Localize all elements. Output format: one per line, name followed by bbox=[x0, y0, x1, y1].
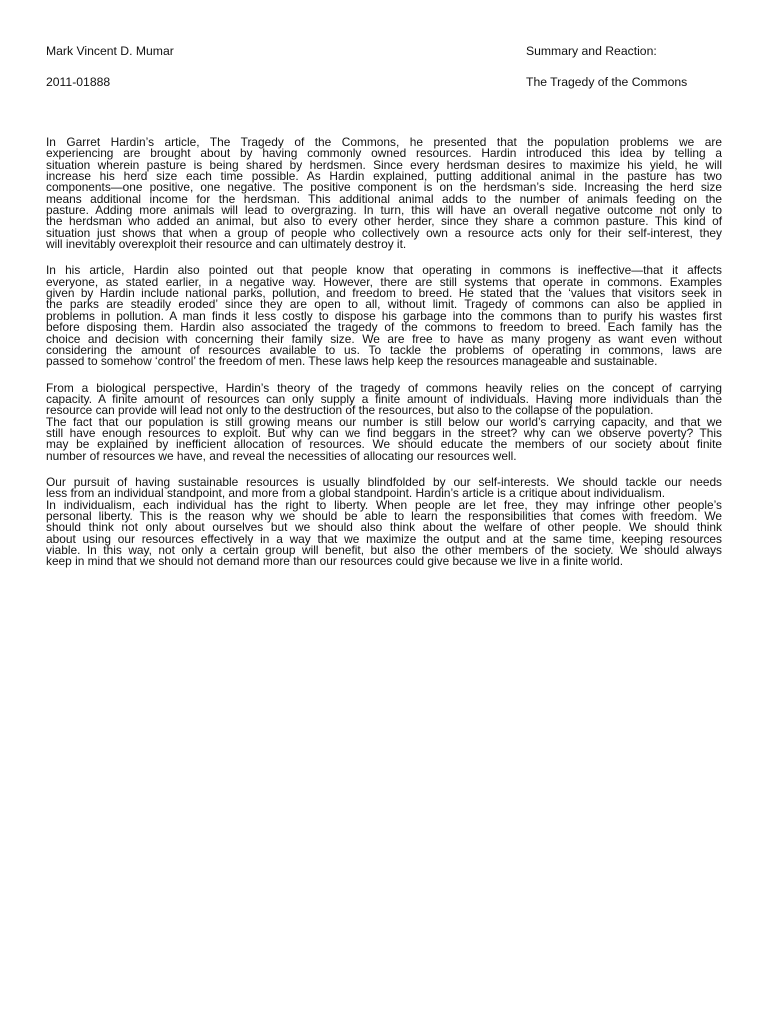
text-line: resource can provide will lead not only to the destruction of the resources, but also to the collapse of the population. bbox=[46, 403, 654, 418]
text-line: capacity. A finite amount of resources can only supply a finite amount of individuals. Having more individuals than the bbox=[46, 391, 722, 406]
text-line: will inevitably overexploit their resource and can ultimately destroy it. bbox=[46, 237, 407, 252]
text-line: means additional income for the herdsman. This additional animal adds to the number of animals feeding on the bbox=[46, 191, 722, 206]
text-line: components—one positive, one negative. The positive component is on the herdsman’s side. Increasing the herd size bbox=[46, 180, 722, 195]
text-line: the parks are steadily eroded’ since they are open to all, without limit. Tragedy of commons can also be applied in bbox=[46, 297, 722, 312]
text-line: The fact that our population is still growing means our number is still below our world’s carrying capacity, and that we bbox=[46, 414, 722, 429]
text-line: viable. In this way, not only a certain group will benefit, but also the other members of the society. We should always bbox=[46, 543, 722, 557]
text-line: less from an individual standpoint, and more from a global standpoint. Hardin’s article is a critique about individualism. bbox=[46, 486, 666, 501]
text-line: In Garret Hardin’s article, The Tragedy of the Commons, he presented that the population problems we are bbox=[46, 135, 722, 149]
text-line: From a biological perspective, Hardin’s theory of the tragedy of commons heavily relies on the concept of carrying bbox=[46, 380, 722, 395]
paragraph-3 bbox=[46, 380, 722, 463]
paragraph-4 bbox=[46, 474, 722, 569]
text-line: increase his herd size each time possible. As Hardin explained, putting additional animal in the pasture has two bbox=[46, 169, 722, 184]
author-name: Mark Vincent D. Mumar bbox=[46, 44, 174, 58]
text-line: In individualism, each individual has the right to liberty. When people are let free, they may infringe other people’s bbox=[46, 497, 722, 512]
student-id: 2011-01888 bbox=[46, 75, 111, 89]
text-line: the herdsman who added an animal, but also to every other herder, since they share a common pasture. This kind of bbox=[46, 214, 722, 229]
paragraph-2 bbox=[46, 265, 722, 367]
text-line: should think not only about ourselves but we should also think about the welfare of other people. We should think bbox=[46, 520, 722, 535]
text-line: before disposing them. Hardin also associated the tragedy of the commons to freedom to breed. Each family has the bbox=[46, 320, 722, 335]
text-line: In his article, Hardin also pointed out that people know that operating in commons is ineffective—that it affects bbox=[46, 263, 722, 278]
text-line: may be explained by inefficient allocation of resources. We should educate the members of our society about finite bbox=[46, 437, 722, 452]
text-line: Our pursuit of having sustainable resources is usually blindfolded by our self-interests. We should tackle our needs bbox=[46, 474, 722, 489]
text-line: keep in mind that we should not demand more than our resources could give because we live in a finite world. bbox=[46, 554, 624, 569]
text-line: everyone, as stated earlier, in a negative way. However, there are still systems that operate in commons. Examples bbox=[46, 274, 722, 289]
paragraph-1 bbox=[46, 137, 722, 250]
article-title: The Tragedy of the Commons bbox=[526, 75, 688, 89]
text-line: personal liberty. This is the reason why we should be able to learn the responsibilities that comes with freedom. We bbox=[46, 508, 722, 523]
text-line: considering the amount of resources available to us. To tackle the problems of operating in commons, laws are bbox=[46, 342, 722, 357]
text-line: problems in pollution. A man finds it less costly to dispose his garbage into the commons than to purify his wastes first bbox=[46, 308, 722, 323]
text-line: experiencing are brought about by having commonly owned resources. Hardin introduced this idea by telling a bbox=[46, 146, 722, 161]
document-type: Summary and Reaction: bbox=[526, 44, 657, 58]
text-line: number of resources we have, and reveal the necessities of allocating our resources well. bbox=[46, 448, 517, 463]
text-line: passed to somehow ‘control’ the freedom of men. These laws help keep the resources manageable and sustainable. bbox=[46, 354, 658, 369]
text-line: situation just shows that when a group of people who collectively own a resource acts only for their self-interest, they bbox=[46, 225, 722, 240]
text-line: pasture. Adding more animals will lead to overgrazing. In turn, this will have an overall negative outcome not only to bbox=[46, 203, 722, 218]
text-line: choice and decision with concerning their family size. We are free to have as many progeny as want even without bbox=[46, 331, 722, 346]
document-body bbox=[46, 137, 722, 583]
text-line: situation wherein pasture is being shared by herdsmen. Since every herdsman desires to maximize his yield, he will bbox=[46, 157, 722, 172]
text-line: still have enough resources to exploit. But why can we find beggars in the street? why can we observe poverty? This bbox=[46, 425, 722, 440]
text-line: given by Hardin include national parks, pollution, and freedom to breed. He stated that the ‘values that visitors seek in bbox=[46, 286, 722, 301]
text-line: about using our resources effectively in a way that we maximize the output and at the same time, keeping resources bbox=[46, 531, 722, 546]
